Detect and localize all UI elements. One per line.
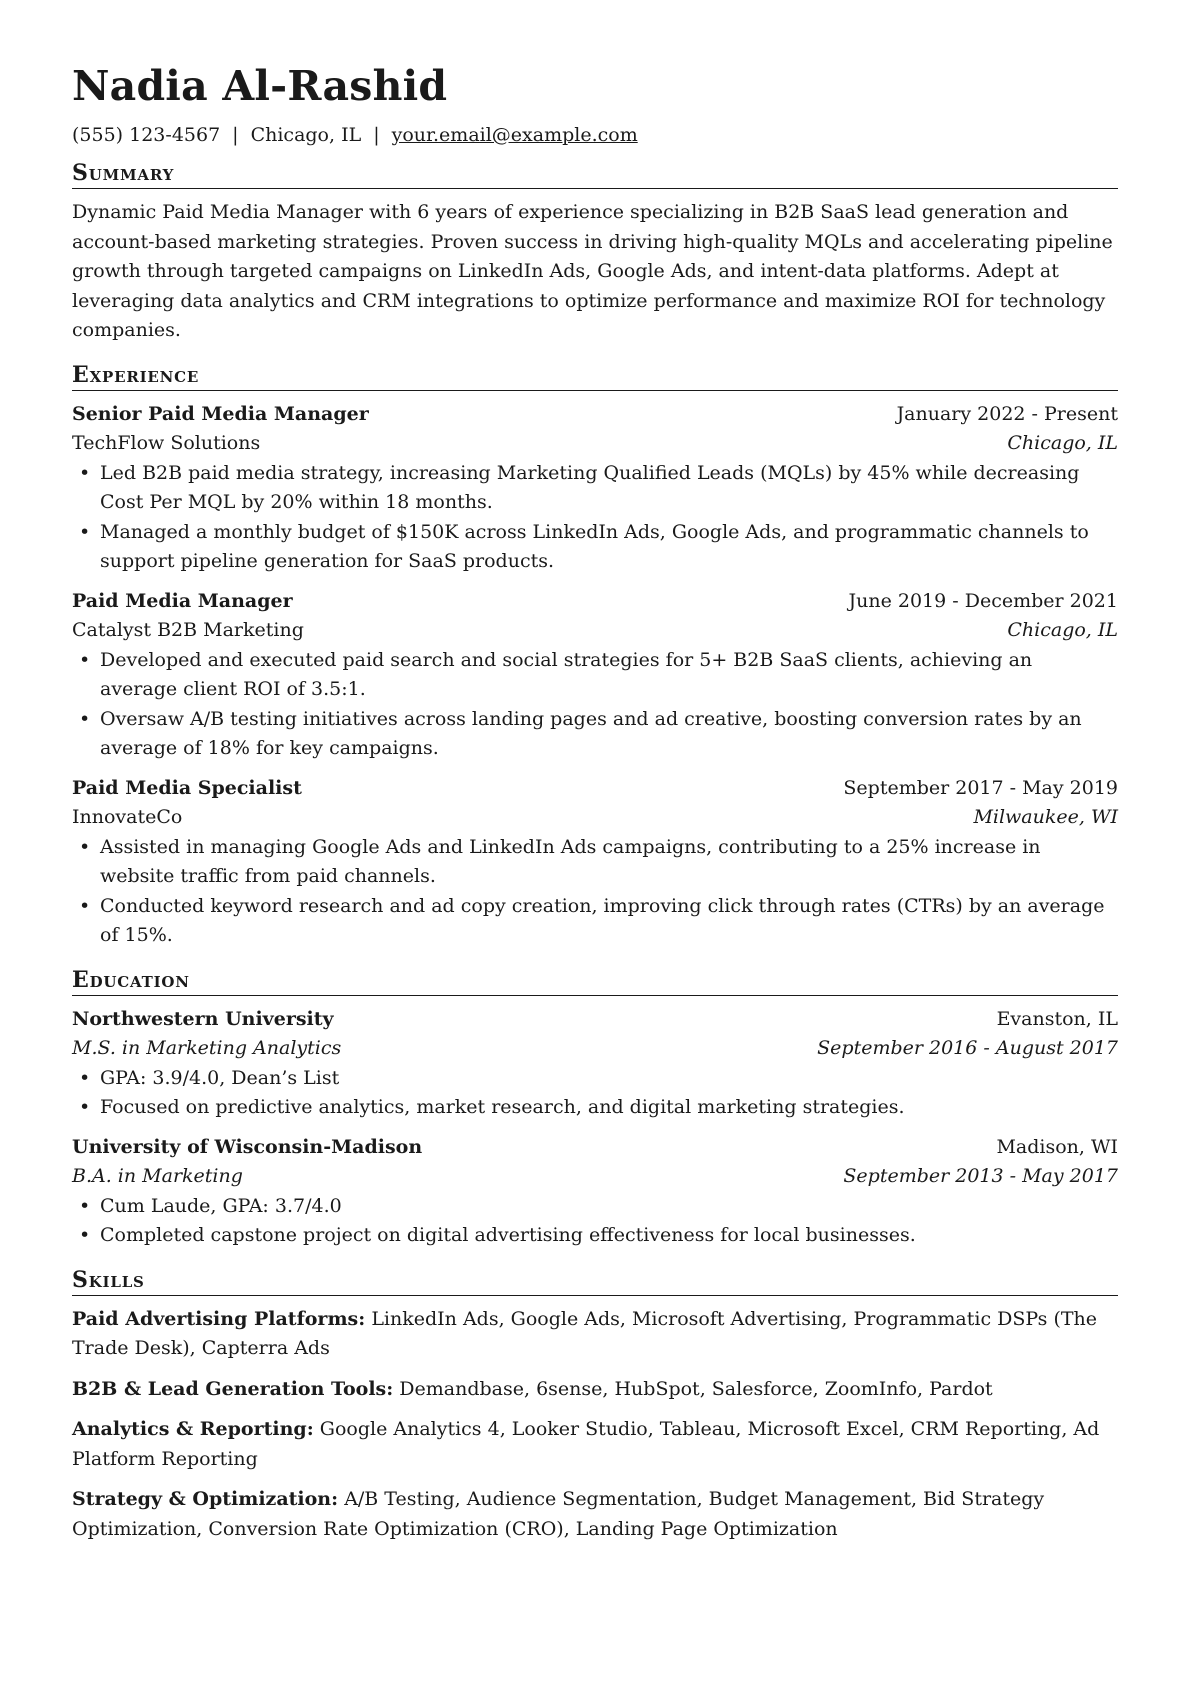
experience-section (72, 360, 1118, 951)
list-item: • Assisted in managing Google Ads and LinkedIn Ads campaigns, contributing to a 25% increase in website traffic from paid channels. (100, 833, 1118, 892)
list-item: • Managed a monthly budget of $150K across LinkedIn Ads, Google Ads, and programmatic channels to support pipeline generation for SaaS products. (100, 518, 1118, 577)
job-header-row (72, 774, 1118, 804)
section-title: Summary (72, 160, 175, 186)
school-name: University of Wisconsin-Madison (72, 1135, 423, 1158)
list-item: • Completed capstone project on digital advertising effectiveness for local businesses. (100, 1221, 1118, 1251)
section-title: Education (72, 966, 190, 993)
section-divider (72, 995, 1118, 996)
school-header-row (72, 1005, 1118, 1035)
job-company-row (72, 616, 1118, 646)
phone-number: (555) 123-4567 (72, 124, 221, 146)
email-link[interactable]: your.email@example.com (391, 124, 638, 146)
job-company: Catalyst B2B Marketing (72, 619, 304, 641)
skill-group-label: B2B & Lead Generation Tools: (72, 1377, 394, 1400)
job-company-row (72, 803, 1118, 833)
contact-separator: | (373, 124, 380, 146)
list-item: • GPA: 3.9/4.0, Dean’s List (100, 1064, 1118, 1094)
school-header-row (72, 1133, 1118, 1163)
skill-group-items: LinkedIn Ads, Google Ads, Microsoft Advertising, Programmatic DSPs (The Trade Desk), Capterra Ads (72, 1307, 1098, 1359)
job-location: Chicago, IL (1007, 619, 1118, 641)
list-item: • Led B2B paid media strategy, increasing Marketing Qualified Leads (MQLs) by 45% while decreasing Cost Per MQL by 20% within 18 months. (100, 459, 1118, 518)
school-location: Evanston, IL (996, 1007, 1118, 1030)
job-location: Chicago, IL (1007, 432, 1118, 454)
skill-group-items: Google Analytics 4, Looker Studio, Tableau, Microsoft Excel, CRM Reporting, Ad Platform Reporting (72, 1418, 1100, 1470)
skill-group-label: Analytics & Reporting: (72, 1418, 314, 1440)
job-bullets (72, 459, 1118, 577)
skill-group (72, 1485, 1118, 1544)
school-name: Northwestern University (72, 1007, 334, 1030)
job-company: TechFlow Solutions (72, 432, 261, 454)
contact-separator: | (232, 124, 239, 146)
education-entry (72, 1133, 1118, 1251)
job-dates: January 2022 - Present (896, 402, 1118, 425)
education-section (72, 965, 1118, 1251)
job-role: Senior Paid Media Manager (72, 402, 369, 425)
list-item: • Developed and executed paid search and social strategies for 5+ B2B SaaS clients, achieving an average client ROI of 3.5:1. (100, 646, 1118, 705)
degree-name: B.A. in Marketing (72, 1165, 243, 1187)
education-entry (72, 1005, 1118, 1123)
contact-location: Chicago, IL (250, 124, 362, 146)
job-entry (72, 400, 1118, 577)
degree-name: M.S. in Marketing Analytics (72, 1037, 342, 1059)
job-role: Paid Media Manager (72, 589, 293, 612)
job-entry (72, 587, 1118, 764)
degree-row (72, 1034, 1118, 1064)
school-location: Madison, WI (996, 1135, 1118, 1158)
skill-group-label: Paid Advertising Platforms: (72, 1307, 366, 1330)
summary-section (72, 158, 1118, 346)
skill-group (72, 1415, 1118, 1474)
skill-group-items: Demandbase, 6sense, HubSpot, Salesforce, ZoomInfo, Pardot (399, 1377, 993, 1400)
job-dates: June 2019 - December 2021 (848, 589, 1118, 612)
list-item: • Focused on predictive analytics, market research, and digital marketing strategies. (100, 1093, 1118, 1123)
skill-group-items: A/B Testing, Audience Segmentation, Budget Management, Bid Strategy Optimization, Conversion Rate Optimization (CRO), Landing Page Optimization (72, 1488, 1045, 1540)
job-company: InnovateCo (72, 806, 183, 828)
job-bullets (72, 833, 1118, 951)
resume-header (72, 58, 1118, 150)
education-bullets (72, 1064, 1118, 1123)
contact-line (72, 120, 1118, 150)
section-divider (72, 1295, 1118, 1296)
skill-group (72, 1375, 1118, 1405)
degree-dates: September 2013 - May 2017 (843, 1165, 1118, 1187)
summary-text: Dynamic Paid Media Manager with 6 years of experience specializing in B2B SaaS lead generation and account-based marketing strategies. Proven success in driving high-quality MQLs and accelerating pipeline growth through targeted campaigns on LinkedIn Ads, Google Ads, and intent-data platforms. Adept at leveraging data analytics and CRM integrations to optimize performance and maximize ROI for technology companies. (72, 201, 1113, 341)
list-item: • Conducted keyword research and ad copy creation, improving click through rates (CTRs) by an average of 15%. (100, 892, 1118, 951)
candidate-name: Nadia Al-Rashid (72, 62, 448, 110)
job-role: Paid Media Specialist (72, 776, 302, 799)
skill-group (72, 1305, 1118, 1364)
section-divider (72, 188, 1118, 189)
job-entry (72, 774, 1118, 951)
job-dates: September 2017 - May 2019 (843, 776, 1118, 799)
skill-group-label: Strategy & Optimization: (72, 1488, 339, 1510)
list-item: • Cum Laude, GPA: 3.7/4.0 (100, 1192, 1118, 1222)
section-title: Skills (72, 1266, 145, 1293)
skills-section (72, 1265, 1118, 1545)
job-header-row (72, 587, 1118, 617)
section-divider (72, 390, 1118, 391)
education-bullets (72, 1192, 1118, 1251)
job-header-row (72, 400, 1118, 430)
job-location: Milwaukee, WI (973, 806, 1118, 828)
job-company-row (72, 429, 1118, 459)
degree-dates: September 2016 - August 2017 (817, 1037, 1118, 1059)
section-title: Experience (72, 361, 200, 388)
degree-row (72, 1162, 1118, 1192)
list-item: • Oversaw A/B testing initiatives across landing pages and ad creative, boosting conversion rates by an average of 18% for key campaigns. (100, 705, 1118, 764)
job-bullets (72, 646, 1118, 764)
